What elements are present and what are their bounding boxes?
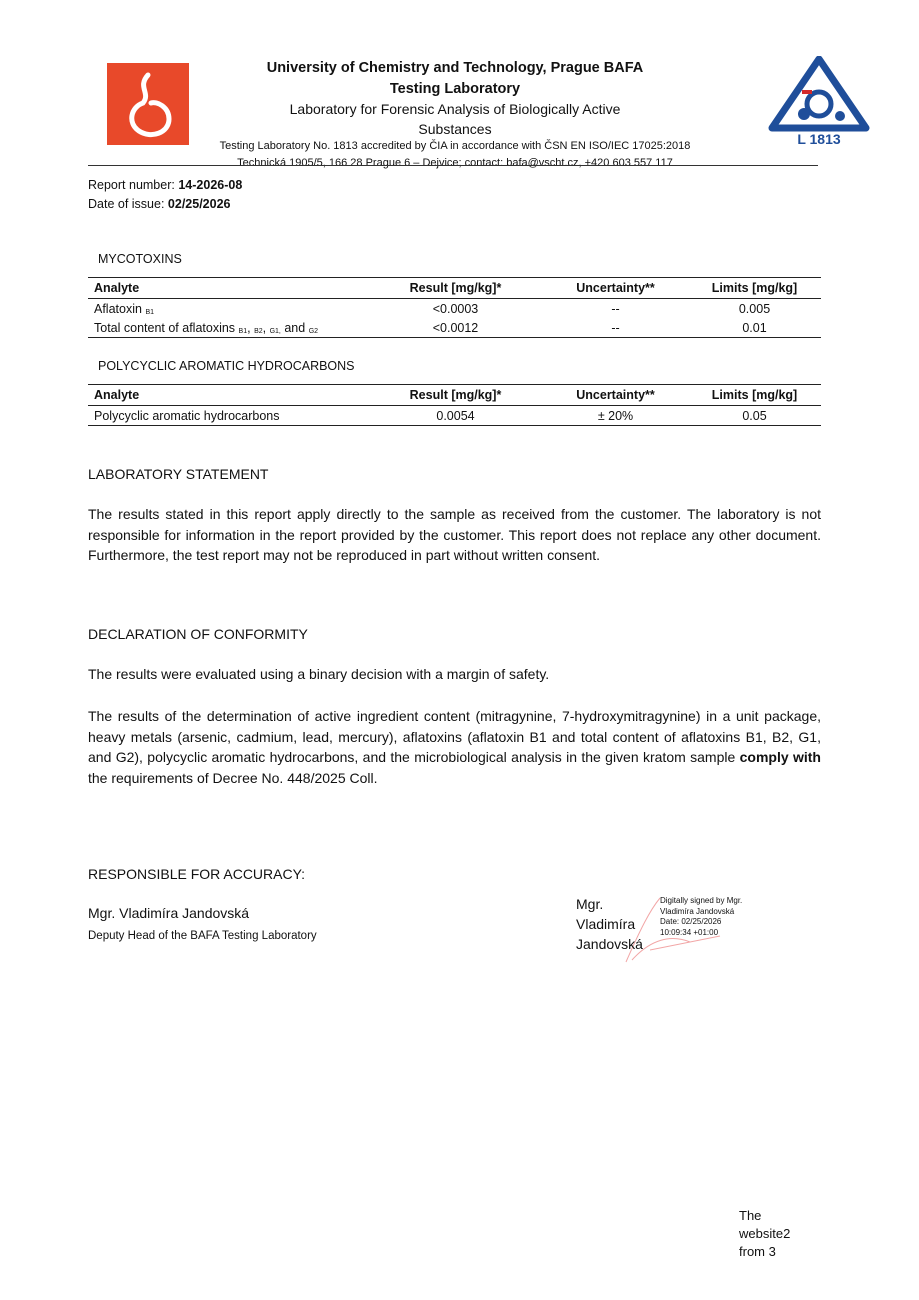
- institution-name: University of Chemistry and Technology, Prague BAFA: [266, 60, 644, 76]
- conformity-paragraph-1: The results were evaluated using a binary decision with a margin of safety.: [88, 666, 550, 682]
- limit-cell: 0.01: [742, 320, 767, 335]
- issue-date: [88, 195, 230, 214]
- signature-line1: Mgr.: [576, 896, 604, 912]
- column-header-analyte: Analyte: [94, 281, 140, 295]
- column-header-analyte: Analyte: [94, 388, 140, 402]
- table-header-row: [88, 385, 821, 406]
- accreditation-logo: [768, 56, 870, 148]
- column-header-result: Result [mg/kg]*: [409, 281, 502, 295]
- column-header-result: Result [mg/kg]*: [409, 388, 502, 402]
- lab-name: Testing Laboratory: [389, 81, 521, 97]
- signature-line3: Jandovská: [576, 936, 643, 952]
- mycotoxins-table: [88, 277, 821, 338]
- result-cell: 0.0054: [436, 408, 475, 423]
- analyte-subscript: B1: [145, 308, 154, 316]
- analyte-subscript: G2: [308, 327, 319, 335]
- analyte-name: Total content of aflatoxins: [94, 320, 236, 335]
- uncertainty-cell: ± 20%: [597, 408, 634, 423]
- analyte-cell: [88, 299, 368, 319]
- conformity-decree: the requirements of Decree No. 448/2025 Coll.: [88, 769, 378, 786]
- column-header-uncertainty: Uncertainty**: [576, 281, 655, 295]
- signature-details: [660, 896, 770, 938]
- analyte-cell: Total content of aflatoxins B1, B2, G1, and G2: [94, 320, 319, 335]
- accreditation-text: Testing Laboratory No. 1813 accredited by ČIA in accordance with ČSN EN ISO/IEC 17025:2018 Technická 1905/5, 166 28 Prague 6 – Dejvice; contact: bafa@vscht.cz, +420 603 557 117: [219, 140, 691, 169]
- mycotoxins-heading: MYCOTOXINS: [98, 252, 182, 266]
- analyte-subscript: G1,: [269, 327, 281, 335]
- analyte-cell: Polycyclic aromatic hydrocarbons: [94, 408, 280, 423]
- table-header-row: [88, 278, 821, 299]
- statement-text: The results stated in this report apply directly to the sample as received from the customer. The laboratory is not responsible for information in the report provided by the customer. This report does not replace any other document. Furthermore, the test report may not be reproduced in part without written consent.: [88, 506, 821, 563]
- signature-name: [576, 894, 646, 954]
- analyte-conjunction: and: [284, 320, 306, 335]
- header-divider: [88, 165, 818, 166]
- signature-detail-3: Date: 02/25/2026: [660, 917, 722, 926]
- table-row: [88, 406, 821, 426]
- uncertainty-cell: --: [611, 301, 620, 316]
- analyte-name: Aflatoxin: [94, 301, 142, 316]
- table-row: [88, 318, 821, 338]
- statement-heading: LABORATORY STATEMENT: [88, 466, 269, 482]
- signature-line2: Vladimíra: [576, 916, 636, 932]
- flask-drop-icon: [107, 63, 189, 145]
- university-logo: [107, 63, 189, 145]
- lab-description-line1: Laboratory for Forensic Analysis of Biologically Active: [289, 101, 621, 117]
- responsible-name: Mgr. Vladimíra Jandovská: [88, 905, 250, 921]
- column-header-limits: Limits [mg/kg]: [711, 388, 798, 402]
- signature-detail-4: 10:09:34 +01:00: [660, 927, 719, 937]
- column-header-uncertainty: Uncertainty**: [576, 388, 655, 402]
- page-number: [739, 1207, 819, 1261]
- analyte-subscript: B1: [238, 327, 248, 335]
- signature-detail-1: Digitally signed by Mgr.: [660, 896, 743, 905]
- result-cell: <0.0003: [432, 301, 479, 316]
- analyte-subscript: B2: [254, 327, 263, 335]
- page-number-line1: The: [739, 1208, 762, 1223]
- result-cell: <0.0012: [432, 320, 479, 335]
- column-header-limits: Limits [mg/kg]: [711, 281, 798, 295]
- report-number-value: 14-2026-08: [178, 178, 243, 192]
- report-number-label: Report number:: [88, 178, 175, 192]
- issue-date-value: 02/25/2026: [167, 197, 231, 211]
- responsible-role: Deputy Head of the BAFA Testing Laboratory: [88, 930, 317, 942]
- conformity-paragraph-2: [88, 706, 821, 788]
- lab-description-line2: Substances: [418, 121, 492, 137]
- pah-heading: POLYCYCLIC AROMATIC HYDROCARBONS: [98, 359, 355, 373]
- table-row: [88, 299, 821, 319]
- accreditation-logo-text: L 1813: [797, 131, 841, 147]
- conformity-heading: DECLARATION OF CONFORMITY: [88, 626, 308, 642]
- conformity-text: The results of the determination of active ingredient content (mitragynine, 7-hydroxymitragynine) in a unit package, heavy metals (arsenic, cadmium, lead, mercury), aflatoxins (aflatoxin B1 and total content of aflatoxins B1, B2, G1, and G2), polycyclic aromatic hydrocarbons, and the microbiological analysis in the given kratom sample: [88, 708, 821, 765]
- issue-date-label: Date of issue:: [88, 197, 165, 211]
- report-number: [88, 176, 242, 195]
- responsible-heading: RESPONSIBLE FOR ACCURACY:: [88, 866, 306, 882]
- signature-detail-2: Vladimíra Jandovská: [660, 906, 735, 916]
- conformity-verdict: comply with: [739, 749, 821, 765]
- limit-cell: 0.005: [738, 301, 771, 316]
- uncertainty-cell: --: [611, 320, 620, 335]
- pah-table: [88, 384, 821, 426]
- limit-cell: 0.05: [742, 408, 767, 423]
- page-number-line3: from 3: [739, 1244, 776, 1259]
- page-number-line2: website2: [739, 1226, 791, 1241]
